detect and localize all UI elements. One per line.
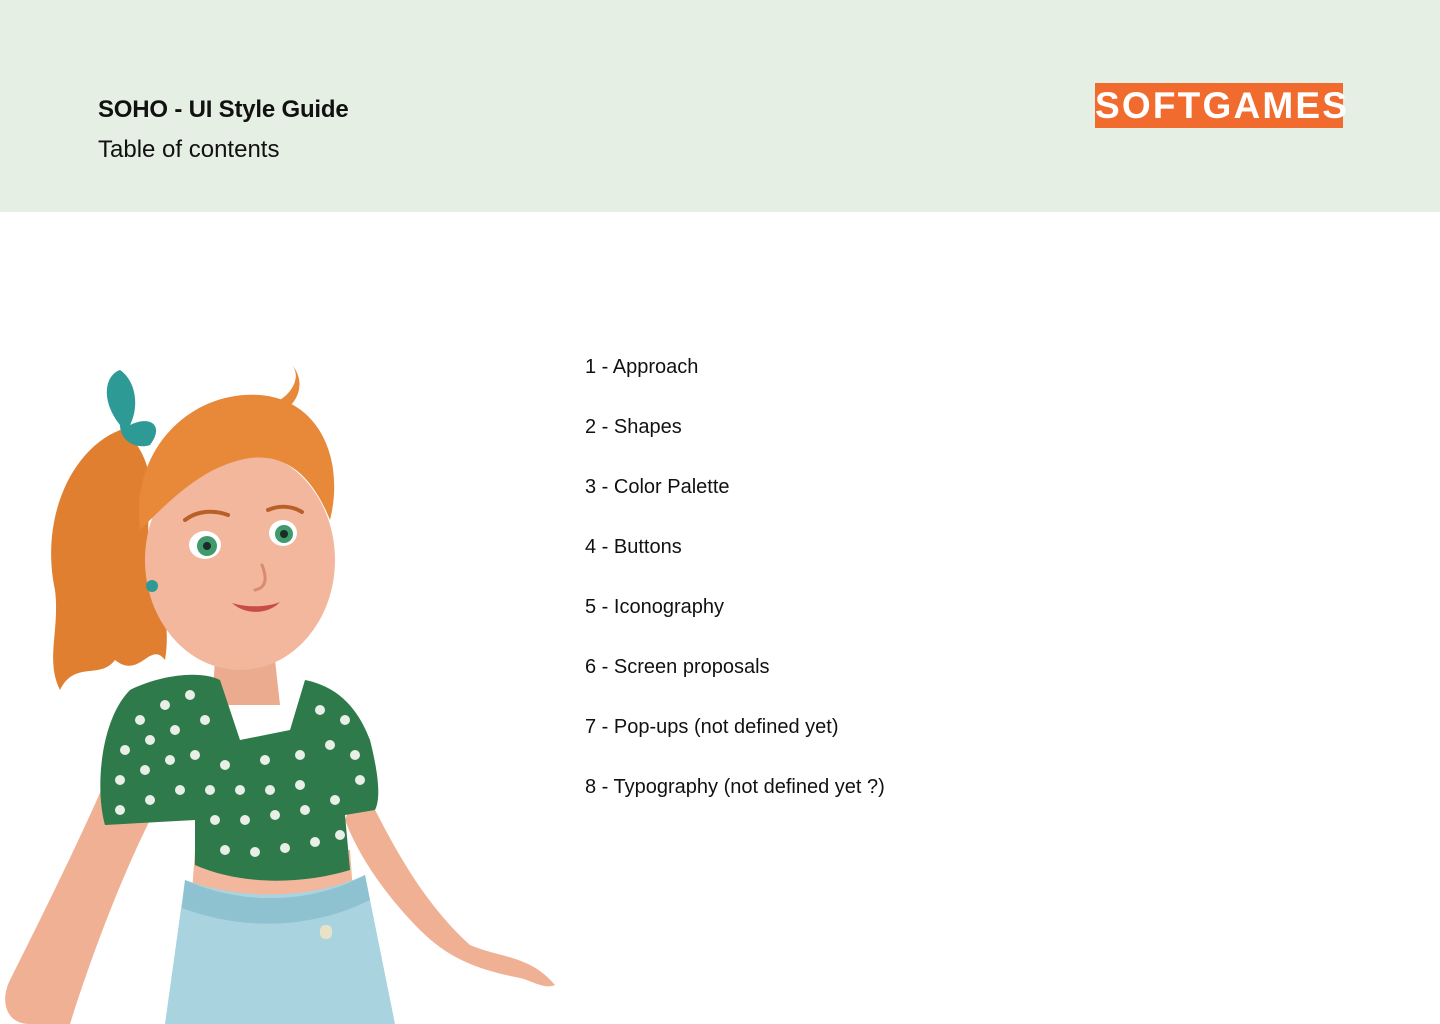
toc-item-screen-proposals[interactable]: 6 - Screen proposals [585, 656, 770, 678]
logo-text: SOFTGAMES [1095, 85, 1350, 126]
toc-item-color-palette[interactable]: 3 - Color Palette [585, 476, 730, 498]
page-subtitle: Table of contents [98, 136, 280, 163]
toc-item-typography[interactable]: 8 - Typography (not defined yet ?) [585, 776, 885, 798]
toc-item-buttons[interactable]: 4 - Buttons [585, 536, 682, 558]
pants-button [320, 925, 332, 939]
polka-dot-top [100, 675, 378, 881]
header-band [0, 0, 1440, 212]
softgames-logo [1095, 83, 1350, 128]
table-of-contents [585, 354, 885, 834]
earring [146, 580, 158, 592]
hair-strand [280, 365, 299, 410]
toc-item-approach[interactable]: 1 - Approach [585, 356, 699, 378]
toc-item-iconography[interactable]: 5 - Iconography [585, 596, 724, 618]
toc-item-pop-ups[interactable]: 7 - Pop-ups (not defined yet) [585, 716, 839, 738]
toc-item-shapes[interactable]: 2 - Shapes [585, 416, 682, 438]
cartoon-girl-illustration [0, 360, 570, 1024]
page-title: SOHO - UI Style Guide [98, 96, 349, 123]
